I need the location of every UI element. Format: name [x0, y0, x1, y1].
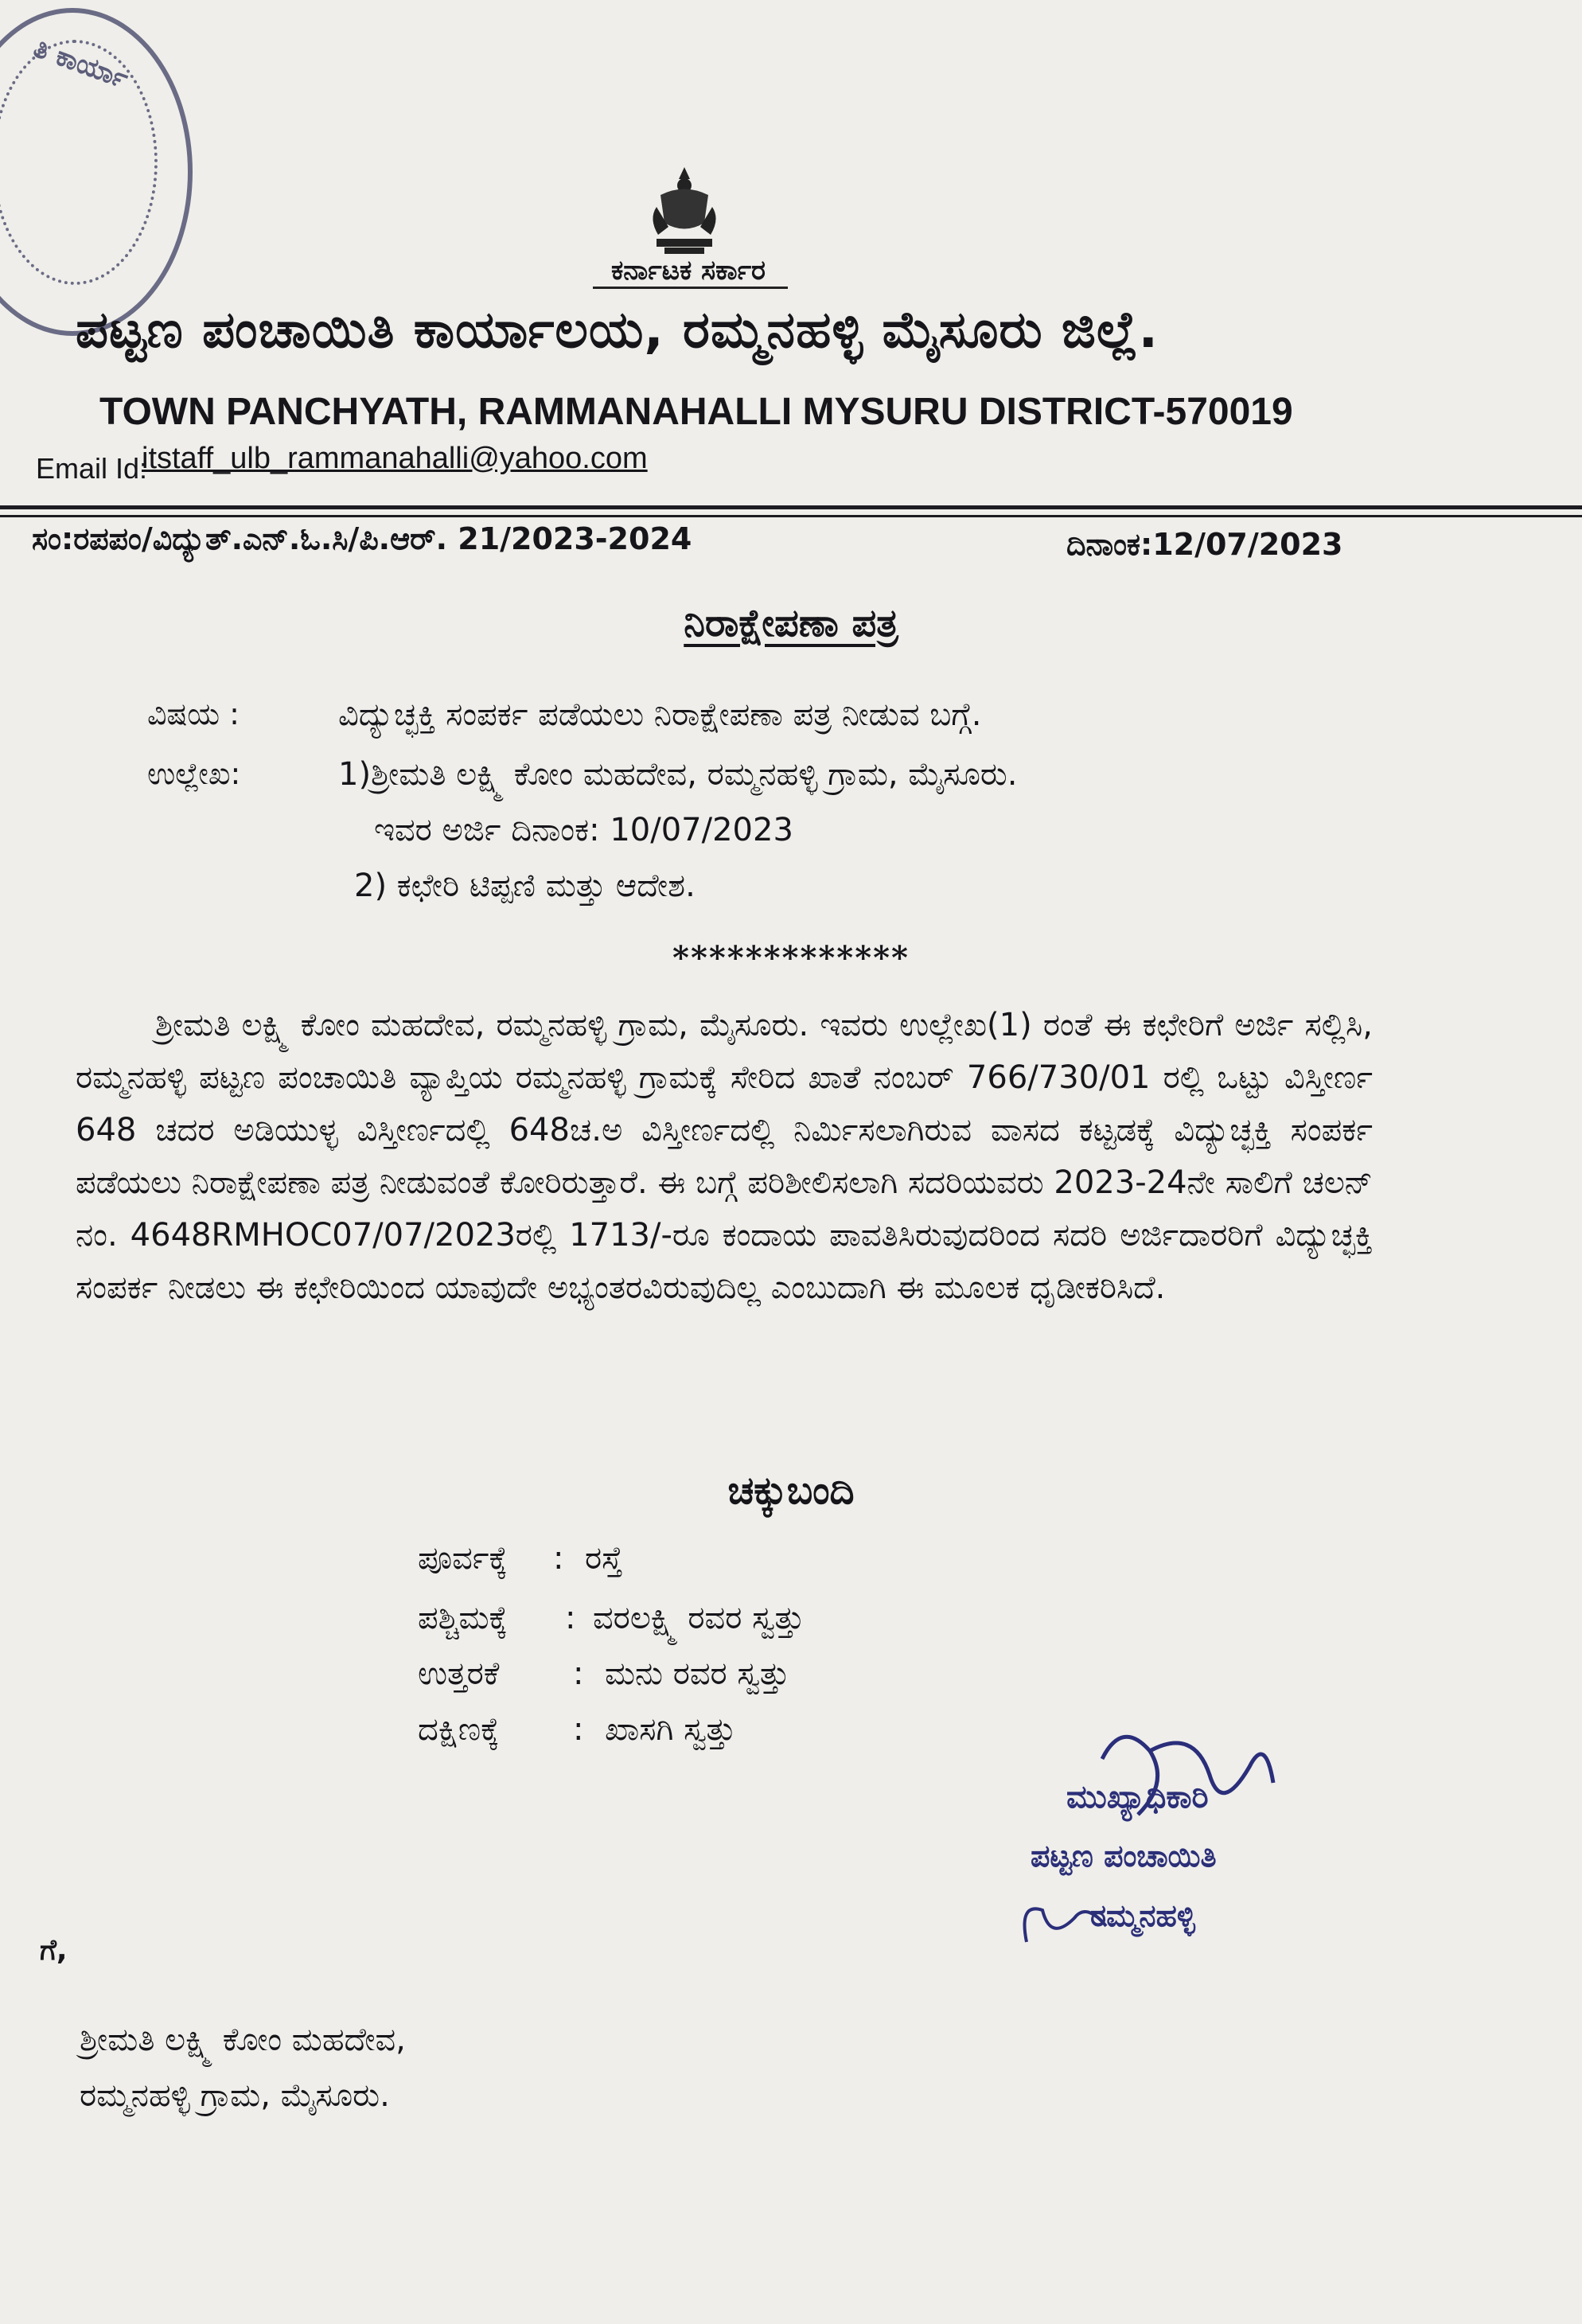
signatory-designation: ಮುಖ್ಯಾಧಿಕಾರಿ: [1066, 1779, 1209, 1815]
section-separator: *************: [672, 939, 910, 977]
govt-underline: [593, 287, 788, 289]
email-link[interactable]: itstaff_ulb_rammanahalli@yahoo.com: [142, 442, 648, 475]
reference-item-2: 2) ಕಛೇರಿ ಟಿಪ್ಪಣಿ ಮತ್ತು ಆದೇಶ.: [354, 868, 696, 904]
boundary-south-value: ಖಾಸಗಿ ಸ್ವತ್ತು: [605, 1711, 736, 1748]
boundary-west-sep: :: [565, 1600, 576, 1636]
letter-body: ಶ್ರೀಮತಿ ಲಕ್ಷ್ಮಿ ಕೋಂ ಮಹದೇವ, ರಮ್ಮನಹಳ್ಳಿ ಗ್ರಾಮ, ಮೈಸೂರು. ಇವರು ಉಲ್ಲೇಖ(1) ರಂತೆ ಈ ಕಛೇರಿಗೆ ಅರ್ಜಿ ಸಲ್ಲಿಸಿ, ರಮ್ಮನಹಳ್ಳಿ ಪಟ್ಟಣ ಪಂಚಾಯಿತಿ ವ್ಯಾಪ್ತಿಯ ರಮ್ಮನಹಳ್ಳಿ ಗ್ರಾಮಕ್ಕೆ ಸೇರಿದ ಖಾತೆ ನಂಬರ್ 766/730/01 ರಲ್ಲಿ ಒಟ್ಟು ವಿಸ್ತೀರ್ಣ 648 ಚದರ ಅಡಿಯುಳ್ಳ ವಿಸ್ತೀರ್ಣದಲ್ಲಿ 648ಚ.ಅ ವಿಸ್ತೀರ್ಣದಲ್ಲಿ ನಿರ್ಮಿಸಲಾಗಿರುವ ವಾಸದ ಕಟ್ಟಡಕ್ಕೆ ವಿದ್ಯುಚ್ಛಕ್ತಿ ಸಂಪರ್ಕ ಪಡೆಯಲು ನಿರಾಕ್ಷೇಪಣಾ ಪತ್ರ ನೀಡುವಂತೆ ಕೋರಿರುತ್ತಾರೆ. ಈ ಬಗ್ಗೆ ಪರಿಶೀಲಿಸಲಾಗಿ ಸದರಿಯವರು 2023-24ನೇ ಸಾಲಿಗೆ ಚಲನ್ ನಂ. 4648RMHOC07/07/2023ರಲ್ಲಿ 1713/-ರೂ ಕಂದಾಯ ಪಾವತಿಸಿರುವುದರಿಂದ ಸದರಿ ಅರ್ಜಿದಾರರಿಗೆ ವಿದ್ಯುಚ್ಛಕ್ತಿ ಸಂಪರ್ಕ ನೀಡಲು ಈ ಕಛೇರಿಯಿಂದ ಯಾವುದೇ ಅಭ್ಯಂತರವಿರುವುದಿಲ್ಲ ಎಂಬುದಾಗಿ ಈ ಮೂಲಕ ಧೃಡೀಕರಿಸಿದೆ.: [76, 1007, 1373, 1306]
signatory-place: ರಮ್ಮನಹಳ್ಳಿ: [1090, 1898, 1195, 1933]
boundary-north-label: ಉತ್ತರಕೆ: [418, 1655, 500, 1692]
header-rule-bottom: [0, 515, 1582, 517]
boundary-south-label: ದಕ್ಷಿಣಕ್ಕೆ: [418, 1711, 500, 1748]
office-name-kannada: ಪಟ್ಟಣ ಪಂಚಾಯಿತಿ ಕಾರ್ಯಾಲಯ, ರಮ್ಮನಹಳ್ಳಿ ಮೈಸೂರು ಜಿಲ್ಲೆ.: [76, 301, 1159, 360]
subject-text: ವಿದ್ಯುಚ್ಛಕ್ತಿ ಸಂಪರ್ಕ ಪಡೆಯಲು ನಿರಾಕ್ಷೇಪಣಾ ಪತ್ರ ನೀಡುವ ಬಗ್ಗೆ.: [338, 696, 982, 733]
letter-title: [0, 601, 1582, 646]
reference-item-1-date: ಇವರ ಅರ್ಜಿ ದಿನಾಂಕ: 10/07/2023: [374, 812, 793, 848]
signatory-office: ಪಟ್ಟಣ ಪಂಚಾಯಿತಿ: [1031, 1839, 1217, 1874]
boundary-north-value: ಮನು ರವರ ಸ್ವತ್ತು: [605, 1655, 790, 1692]
email-label: Email Id:: [36, 452, 148, 485]
addressee-line-2: ರಮ್ಮನಹಳ್ಳಿ ಗ್ರಾಮ, ಮೈಸೂರು.: [80, 2077, 390, 2114]
boundary-south-sep: :: [573, 1711, 584, 1748]
addressee-line-1: ಶ್ರೀಮತಿ ಲಕ್ಷ್ಮಿ ಕೋಂ ಮಹದೇವ,: [80, 2022, 406, 2058]
reference-item-1: 1)ಶ್ರೀಮತಿ ಲಕ್ಷ್ಮಿ ಕೋಂ ಮಹದೇವ, ರಮ್ಮನಹಳ್ಳಿ ಗ್ರಾಮ, ಮೈಸೂರು.: [338, 756, 1018, 793]
seal-text: ತಿ ಕಾರ್ಯಾ: [29, 32, 133, 96]
boundary-north-sep: :: [573, 1655, 584, 1692]
reference-label: ಉಲ್ಲೇಖ:: [147, 756, 241, 791]
header-rule-top: [0, 505, 1582, 509]
reference-number: ಸಂ:ರಪಪಂ/ವಿದ್ಯುತ್.ಎನ್.ಓ.ಸಿ/ಪಿ.ಆರ್. 21/2023-2024: [32, 521, 692, 556]
government-name: ಕರ್ನಾಟಕ ಸರ್ಕಾರ: [610, 255, 766, 287]
boundary-east-value: ರಸ್ತೆ: [585, 1540, 623, 1577]
letter-date: ದಿನಾಂಕ:12/07/2023: [1066, 527, 1343, 562]
boundaries-title: ಚಕ್ಕುಬಂದಿ: [727, 1468, 855, 1513]
office-name-english: TOWN PANCHYATH, RAMMANAHALLI MYSURU DISTRICT-570019: [99, 391, 1293, 433]
state-emblem-icon: [641, 163, 728, 259]
subject-label: ವಿಷಯ :: [147, 696, 240, 731]
boundary-west-value: ವರಲಕ್ಷ್ಮಿ ರವರ ಸ್ವತ್ತು: [593, 1600, 805, 1636]
boundary-west-label: ಪಶ್ಚಿಮಕ್ಕೆ: [418, 1600, 508, 1636]
boundary-east-sep: :: [553, 1540, 564, 1577]
letter-title-text: ನಿರಾಕ್ಷೇಪಣಾ ಪತ್ರ: [684, 601, 898, 645]
addressee-prefix: ಗೆ,: [40, 1934, 68, 1967]
boundary-east-label: ಪೂರ್ವಕ್ಕೆ: [418, 1540, 508, 1577]
